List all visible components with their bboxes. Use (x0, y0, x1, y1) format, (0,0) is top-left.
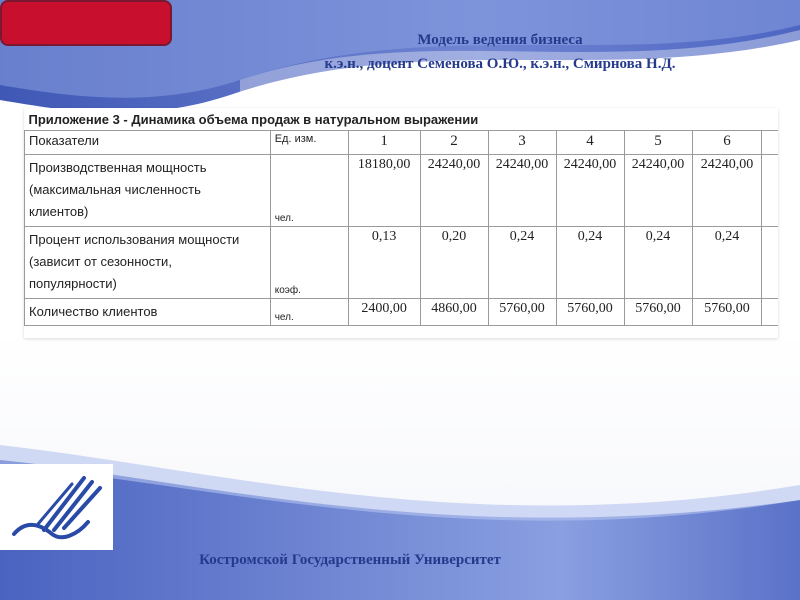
table-cell: 0,24 (556, 226, 624, 298)
column-header-period: 3 (488, 130, 556, 154)
table-cell: 5760,00 (692, 298, 762, 325)
table-caption: Приложение 3 - Динамика объема продаж в натуральном выражении (25, 108, 779, 130)
table-cell: 24240,00 (692, 154, 762, 226)
slide-title: Модель ведения бизнеса (417, 32, 583, 48)
table-cell: 18180,00 (348, 154, 420, 226)
column-header-period: 5 (624, 130, 692, 154)
row-label: Количество клиентов (25, 298, 271, 325)
table-cell: 5760,00 (624, 298, 692, 325)
table-cell: 5760,00 (556, 298, 624, 325)
bottom-decorative-band (0, 440, 800, 600)
table-cell: 5760,00 (488, 298, 556, 325)
column-header-period: 4 (556, 130, 624, 154)
table-row (25, 226, 779, 298)
column-header-period: 2 (420, 130, 488, 154)
row-unit: чел. (270, 298, 348, 325)
accent-red-box (0, 0, 172, 46)
table-cell: 0,13 (348, 226, 420, 298)
university-wings-logo-icon (0, 464, 113, 550)
row-unit: чел. (270, 154, 348, 226)
row-unit: коэф. (270, 226, 348, 298)
table-row (25, 298, 779, 325)
row-label: Процент использования мощности (зависит от сезонности, популярности) (25, 226, 271, 298)
table-cell: 24240,00 (624, 154, 692, 226)
column-header-unit: Ед. изм. (270, 130, 348, 154)
table-cell: 0,24 (488, 226, 556, 298)
row-label: Производственная мощность (максимальная численность клиентов) (25, 154, 271, 226)
table-cell: 0,20 (420, 226, 488, 298)
table-cell: 0,24 (692, 226, 762, 298)
sales-volume-table-image (24, 108, 778, 338)
footer-university: Костромской Государственный Университет (199, 552, 501, 568)
table-row (25, 154, 779, 226)
slide-authors: к.э.н., доцент Семенова О.Ю., к.э.н., Смирнова Н.Д. (324, 56, 676, 72)
table-cell: 24240,00 (420, 154, 488, 226)
table-cell: 2400,00 (348, 298, 420, 325)
sales-volume-table (24, 108, 778, 326)
column-header-period: 6 (692, 130, 762, 154)
column-header-indicator: Показатели (25, 130, 271, 154)
table-cell: 0,24 (624, 226, 692, 298)
slide-header (200, 28, 800, 76)
table-header-row (25, 130, 779, 154)
table-cell: 24240,00 (488, 154, 556, 226)
table-cell: 24240,00 (556, 154, 624, 226)
column-header-period: 1 (348, 130, 420, 154)
table-cell: 4860,00 (420, 298, 488, 325)
